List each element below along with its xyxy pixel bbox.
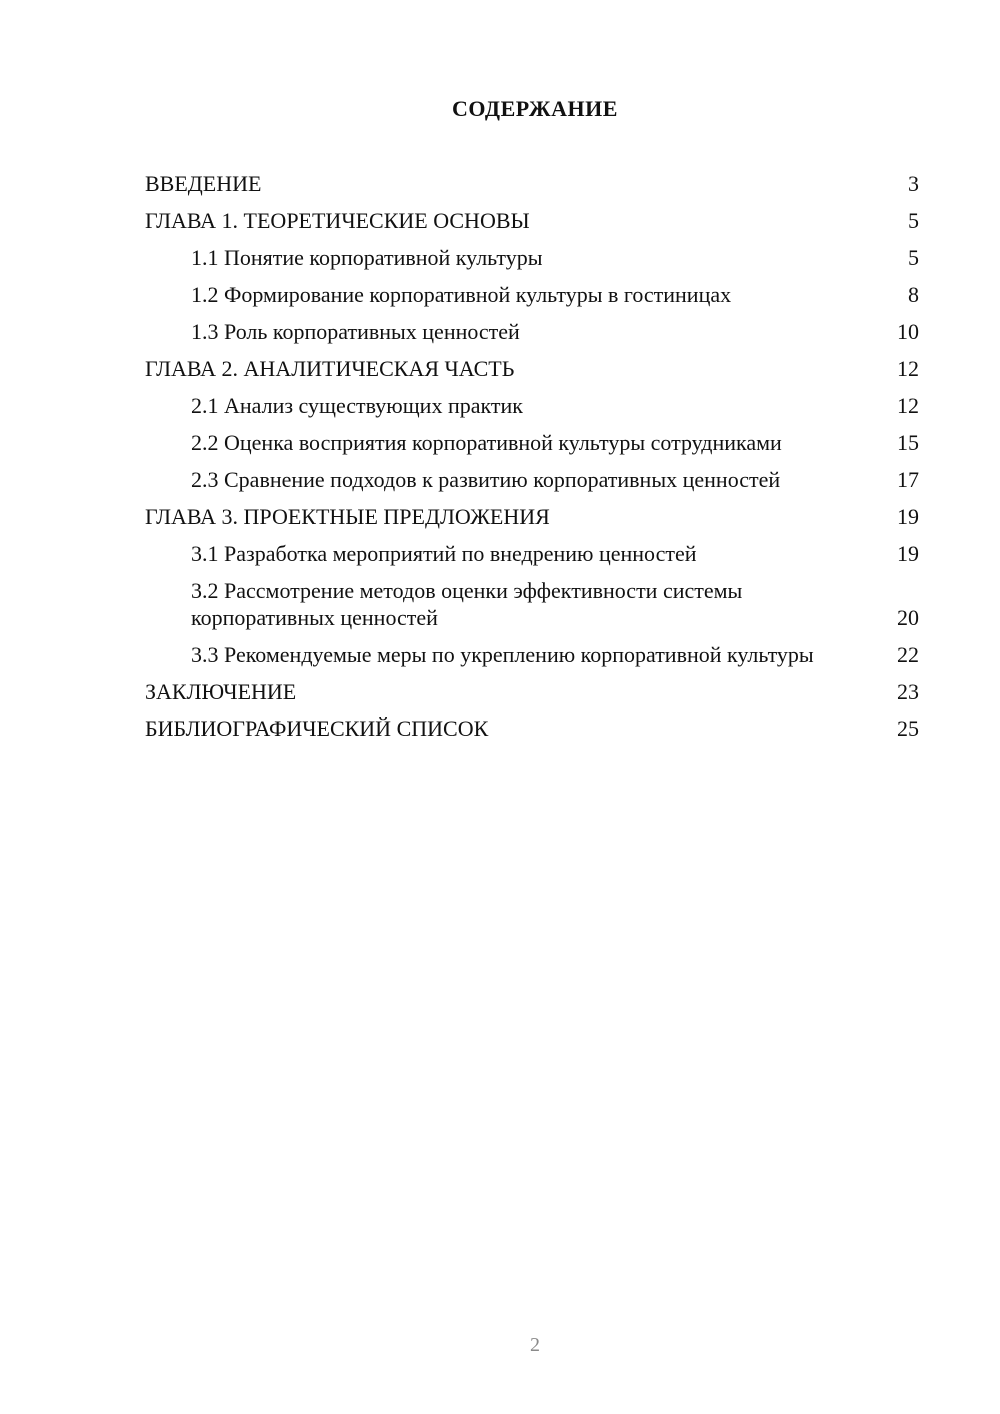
- toc-entry[interactable]: [145, 540, 919, 567]
- toc-entry-label: ЗАКЛЮЧЕНИЕ: [145, 679, 297, 704]
- toc-entry-label: 2.2 Оценка восприятия корпоративной культуры сотрудниками: [191, 430, 782, 455]
- toc-entry[interactable]: [145, 678, 919, 705]
- toc-entry[interactable]: [145, 641, 919, 668]
- toc-entry[interactable]: [145, 244, 919, 271]
- toc-entry-page: 22: [897, 642, 919, 667]
- toc-entry-label: 3.3 Рекомендуемые меры по укреплению корпоративной культуры: [191, 642, 814, 667]
- toc-entry-label: БИБЛИОГРАФИЧЕСКИЙ СПИСОК: [145, 716, 489, 741]
- toc-entry-label: 1.2 Формирование корпоративной культуры в гостиницах: [191, 282, 732, 307]
- toc-entry[interactable]: [145, 466, 919, 493]
- toc-entry-page: 12: [897, 393, 919, 418]
- toc-entry-page: 19: [897, 504, 919, 529]
- toc-entry[interactable]: [145, 207, 919, 234]
- toc-entry[interactable]: [145, 281, 919, 308]
- toc-entry-page: 3: [908, 171, 919, 196]
- toc-entry-page: 5: [908, 208, 919, 233]
- toc-entry-page: 20: [897, 605, 919, 630]
- toc-entry[interactable]: [145, 577, 919, 631]
- toc-entry-label: ВВЕДЕНИЕ: [145, 171, 262, 196]
- toc-entry-page: 5: [908, 245, 919, 270]
- toc-entry-label: ГЛАВА 2. АНАЛИТИЧЕСКАЯ ЧАСТЬ: [145, 356, 515, 381]
- toc-entry[interactable]: [145, 392, 919, 419]
- toc-entry[interactable]: [145, 170, 919, 197]
- table-of-contents: [145, 170, 919, 752]
- toc-entry-page: 25: [897, 716, 919, 741]
- toc-entry-page: 8: [908, 282, 919, 307]
- toc-entry[interactable]: [145, 715, 919, 742]
- toc-entry-page: 23: [897, 679, 919, 704]
- toc-entry-page: 19: [897, 541, 919, 566]
- toc-entry-label: 3.2 Рассмотрение методов оценки эффективности системы корпоративных ценностей: [191, 578, 743, 630]
- page-number: 2: [530, 1334, 540, 1356]
- toc-entry[interactable]: [145, 503, 919, 530]
- toc-entry-label: 1.1 Понятие корпоративной культуры: [191, 245, 543, 270]
- toc-entry-page: 15: [897, 430, 919, 455]
- toc-entry-label: ГЛАВА 1. ТЕОРЕТИЧЕСКИЕ ОСНОВЫ: [145, 208, 530, 233]
- toc-entry-page: 10: [897, 319, 919, 344]
- toc-entry-page: 12: [897, 356, 919, 381]
- toc-entry[interactable]: [145, 355, 919, 382]
- toc-entry-label: 3.1 Разработка мероприятий по внедрению ценностей: [191, 541, 697, 566]
- toc-entry-label: ГЛАВА 3. ПРОЕКТНЫЕ ПРЕДЛОЖЕНИЯ: [145, 504, 550, 529]
- toc-entry-label: 1.3 Роль корпоративных ценностей: [191, 319, 520, 344]
- toc-entry[interactable]: [145, 429, 919, 456]
- toc-entry-label: 2.1 Анализ существующих практик: [191, 393, 523, 418]
- toc-entry[interactable]: [145, 318, 919, 345]
- page-title: СОДЕРЖАНИЕ: [452, 96, 618, 121]
- toc-entry-page: 17: [897, 467, 919, 492]
- toc-entry-label: 2.3 Сравнение подходов к развитию корпоративных ценностей: [191, 467, 781, 492]
